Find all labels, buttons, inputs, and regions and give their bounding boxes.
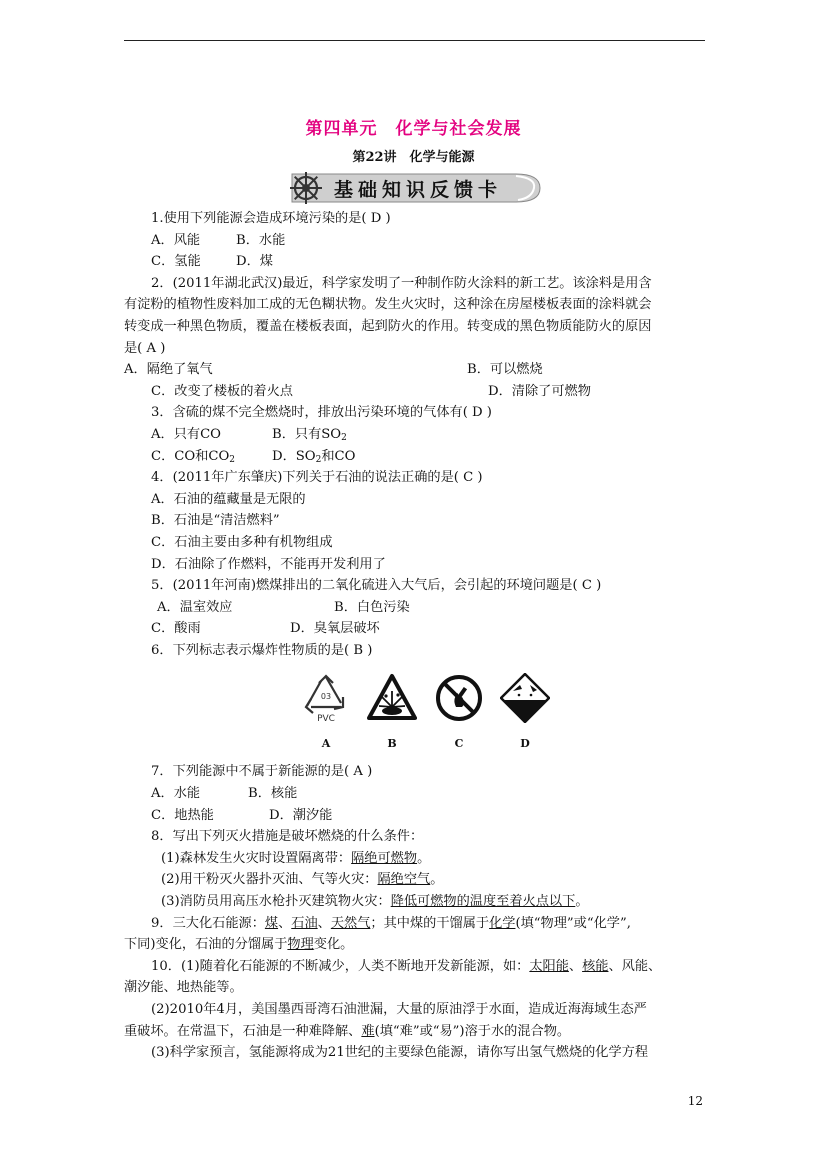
q3-stem: 3．含硫的煤不完全燃烧时，排放出污染环境的气体有( D ) [151,405,492,421]
q2-line-2: 有淀粉的植物性废料加工成的无色糊状物。发生火灾时，这种涂在房屋楼板表面的涂料就会 [124,297,652,313]
q3-option-c: C．CO和$CO_2$ [151,448,236,465]
q1-option-d: D．煤 [236,254,273,270]
no-fire-icon [434,673,484,723]
q6-stem: 6．下列标志表示爆炸性物质的是( B ) [151,642,373,658]
q1-stem: 1.使用下列能源会造成环境污染的是( D ) [151,211,391,226]
q3-option-d: D．$SO_2$和CO [272,448,356,465]
question-list [124,208,708,1064]
banner-text: 基础知识反馈卡 [334,179,503,201]
q5-option-a: A．温室效应 [157,599,233,615]
q10-line-2: 潮汐能、地热能等。 [124,980,243,996]
q7-option-a: A．水能 [151,786,201,802]
section-banner [284,170,546,206]
corrosive-warning-icon [500,673,550,723]
q9-line-1: 9．三大化石能源：煤、石油、天然气；其中煤的干馏属于化学(填“物理”或“化学”, [151,915,631,931]
svg-text:03: 03 [320,692,332,702]
ship-wheel-icon [290,172,322,204]
q8-answer-2: 隔绝空气 [377,872,431,888]
q2-option-d: D．清除了可燃物 [488,383,591,399]
q7-stem: 7．下列能源中不属于新能源的是( A ) [151,764,373,780]
q2-line-3: 转变成一种黑色物质，覆盖在楼板表面，起到防火的作用。转变成的黑色物质能防火的原因 [124,318,652,334]
svg-text:PVC: PVC [317,714,335,724]
q7-option-c: C．地热能 [151,807,214,823]
q4-option-b: B．石油是“清洁燃料” [151,513,280,529]
q1-option-a: A．风能 [151,232,201,248]
q5-option-d: D．臭氧层破坏 [290,621,380,637]
q4-option-c: C．石油主要由多种有机物组成 [151,534,333,550]
explosive-warning-icon [367,673,417,723]
symbol-label-a: A [321,737,331,751]
q10-line-5: (3)科学家预言，氢能源将成为21世纪的主要绿色能源，请你写出氢气燃烧的化学方程 [151,1045,649,1061]
q8-stem: 8．写出下列灭火措施是破坏燃烧的什么条件： [151,829,424,845]
q5-option-c: C．酸雨 [151,621,201,637]
q7-option-d: D．潮汐能 [269,807,333,823]
q5-option-b: B．白色污染 [334,599,410,615]
q4-option-a: A．石油的蕴藏量是无限的 [151,491,306,507]
symbol-label-d: D [520,737,530,751]
q4-option-d: D．石油除了作燃料，不能再开发利用了 [151,556,386,572]
q3-option-b: B．只有$SO_2$ [272,426,347,443]
q5-stem: 5．(2011年河南)燃煤排出的二氧化硫进入大气后，会引起的环境问题是( C ) [151,578,602,594]
q6-symbols [124,661,708,761]
q1-option-c: C．氢能 [151,254,201,270]
q10-line-4: 重破坏。在常温下，石油是一种难降解、难(填“难”或“易”)溶于水的混合物。 [124,1023,571,1039]
q2-option-a: A．隔绝了氧气 [124,362,213,378]
header-rule [124,40,705,41]
q4-stem: 4．(2011年广东肇庆)下列关于石油的说法正确的是( C ) [151,470,483,486]
q10-line-1: 10．(1)随着化石能源的不断减少，人类不断地开发新能源，如：太阳能、核能、风能、 [151,958,662,974]
unit-title: 第四单元 化学与社会发展 [305,119,522,139]
q8-sub-2: (2)用干粉灭火器扑灭油、气等火灾：隔绝空气。 [161,872,444,888]
q9-line-2: 下同)变化，石油的分馏属于物理变化。 [124,937,354,953]
q10-line-3: (2)2010年4月，美国墨西哥湾石油泄漏，大量的原油浮于水面，造成近海海域生态严 [151,1002,647,1017]
q2-line-4: 是( A ) [124,340,166,356]
symbol-label-c: C [454,737,464,751]
q8-sub-3: (3)消防员用高压水枪扑灭建筑物火灾：降低可燃物的温度至着火点以下。 [161,894,589,910]
q2-option-c: C．改变了楼板的着火点 [151,383,293,399]
q8-answer-1: 隔绝可燃物 [351,850,418,866]
q2-option-b: B．可以燃烧 [467,362,543,378]
page-number: 12 [687,1094,703,1108]
q1-option-b: B．水能 [236,232,286,248]
symbol-label-b: B [387,737,397,751]
q8-answer-3: 降低可燃物的温度至着火点以下 [390,894,576,910]
q2-line-1: 2．(2011年湖北武汉)最近，科学家发明了一种制作防火涂料的新工艺。该涂料是用含 [151,275,652,291]
q7-option-b: B．核能 [248,786,298,802]
recycle-pvc-icon [301,673,351,723]
lecture-title: 第22讲 化学与能源 [352,150,475,165]
q3-option-a: A．只有CO [151,426,221,442]
q8-sub-1: (1)森林发生火灾时设置隔离带：隔绝可燃物。 [161,850,431,866]
